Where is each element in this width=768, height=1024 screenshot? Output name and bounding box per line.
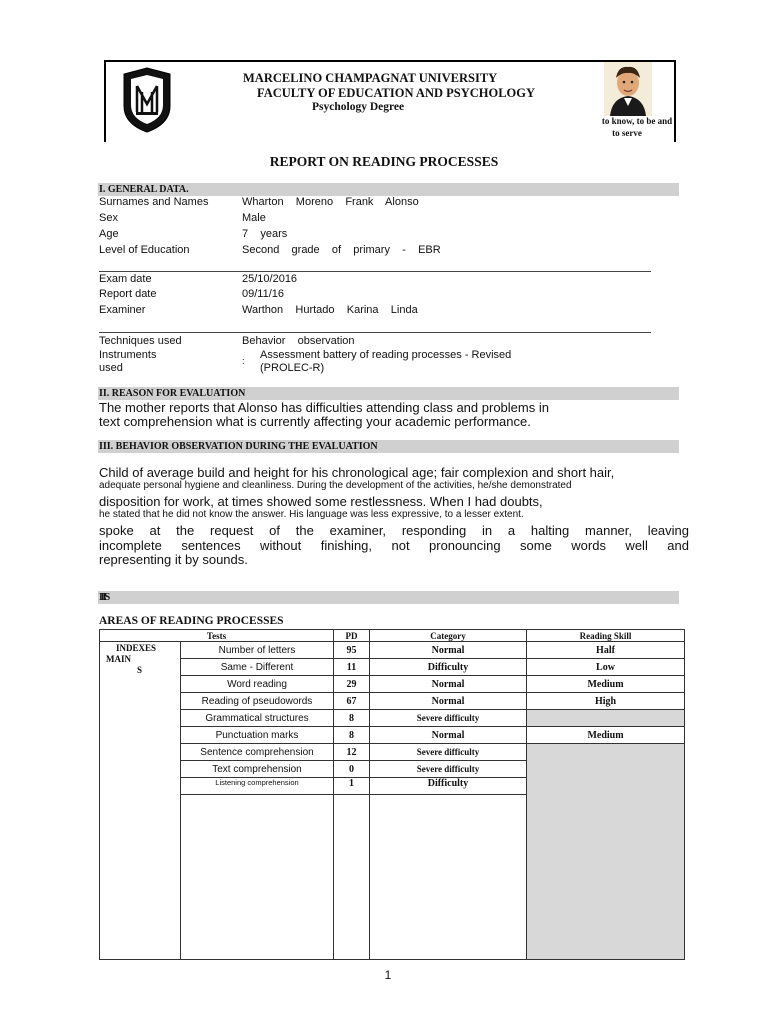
degree-name: Psychology Degree	[312, 101, 405, 113]
behavior-line-3: disposition for work, at times showed some restlessness. When I had doubts,	[99, 494, 543, 509]
table-row	[100, 727, 685, 744]
test-skill: High	[527, 693, 685, 710]
table-row	[100, 676, 685, 693]
indexes-group-cell	[100, 642, 181, 960]
test-pd: 29	[334, 676, 370, 693]
value-education: Second grade of primary - EBR	[242, 244, 441, 256]
behavior-line-2: adequate personal hygiene and cleanliness. During the development of the activities, he/she demonstrated	[99, 480, 572, 491]
behavior-line-6: incomplete sentences without finishing, not pronouncing some words well and	[99, 538, 689, 553]
test-category: Normal	[370, 727, 527, 744]
value-examiner: Warthon Hurtado Karina Linda	[242, 304, 418, 316]
section-general-heading: I. GENERAL DATA.	[98, 183, 679, 196]
test-name: Word reading	[181, 676, 334, 693]
table-row	[100, 710, 685, 727]
report-title: REPORT ON READING PROCESSES	[269, 154, 499, 169]
test-category: Severe difficulty	[370, 744, 527, 761]
reason-line-2: text comprehension what is currently affecting your academic performance.	[99, 414, 531, 429]
test-category: Severe difficulty	[370, 761, 527, 778]
header-category: Category	[370, 630, 527, 642]
test-category: Difficulty	[370, 659, 527, 676]
table-row	[100, 659, 685, 676]
empty-cell	[334, 795, 370, 960]
test-skill	[527, 710, 685, 727]
test-category: Severe difficulty	[370, 710, 527, 727]
label-sex: Sex	[99, 212, 118, 224]
label-surnames: Surnames and Names	[99, 196, 209, 208]
motto-line-2: to serve	[612, 128, 642, 138]
faculty-name: FACULTY OF EDUCATION AND PSYCHOLOGY	[257, 86, 536, 100]
table-header-row	[100, 630, 685, 642]
test-pd: 67	[334, 693, 370, 710]
test-name: Same - Different	[181, 659, 334, 676]
divider	[99, 271, 651, 272]
test-pd: 8	[334, 710, 370, 727]
value-instruments-line1: Assessment battery of reading processes - Revised	[260, 349, 512, 361]
section-reason-heading: II. REASON FOR EVALUATION	[98, 387, 679, 400]
table-row	[100, 693, 685, 710]
header-pd: PD	[334, 630, 370, 642]
test-pd: 12	[334, 744, 370, 761]
areas-subheading: AREAS OF READING PROCESSES	[99, 615, 284, 627]
test-skill: Low	[527, 659, 685, 676]
test-name: Sentence comprehension	[181, 744, 334, 761]
label-techniques: Techniques used	[99, 335, 182, 347]
page-number: 1	[384, 968, 392, 982]
group-label-indexes: INDEXES	[116, 643, 157, 653]
motto-line-1: to know, to be and	[601, 116, 673, 126]
table-row	[100, 744, 685, 761]
header-tests: Tests	[100, 630, 334, 642]
behavior-line-4: he stated that he did not know the answer. His language was less expressive, to a lesser extent.	[99, 509, 524, 520]
test-name: Grammatical structures	[181, 710, 334, 727]
test-category: Normal	[370, 642, 527, 659]
test-name: Reading of pseudowords	[181, 693, 334, 710]
test-category: Difficulty	[370, 778, 527, 795]
divider	[99, 332, 651, 333]
label-education: Level of Education	[99, 244, 190, 256]
empty-cell	[370, 795, 527, 960]
value-age: 7 years	[242, 228, 288, 240]
table-row	[100, 642, 685, 659]
test-pd: 11	[334, 659, 370, 676]
university-name: MARCELINO CHAMPAGNAT UNIVERSITY	[243, 71, 498, 85]
instruments-colon: :	[242, 356, 245, 366]
behavior-line-5: spoke at the request of the examiner, responding in a halting manner, leaving	[99, 523, 689, 538]
label-age: Age	[99, 228, 119, 240]
value-techniques: Behavior observation	[242, 335, 355, 347]
group-label-main: MAIN	[106, 654, 131, 664]
reason-line-1: The mother reports that Alonso has difficulties attending class and problems in	[99, 400, 549, 415]
label-report-date: Report date	[99, 288, 157, 300]
test-name: Punctuation marks	[181, 727, 334, 744]
test-skill: Half	[527, 642, 685, 659]
test-name: Text comprehension	[181, 761, 334, 778]
university-seal-icon	[120, 66, 174, 134]
section-results-heading: IIIS	[98, 591, 679, 604]
section-behavior-heading: III. BEHAVIOR OBSERVATION DURING THE EVALUATION	[98, 440, 679, 453]
value-exam-date: 25/10/2016	[242, 273, 298, 285]
founder-portrait-icon	[604, 62, 652, 116]
test-pd: 8	[334, 727, 370, 744]
value-report-date: 09/11/16	[242, 288, 285, 300]
header-reading-skill: Reading Skill	[527, 630, 685, 642]
test-pd: 0	[334, 761, 370, 778]
label-examiner: Examiner	[99, 304, 146, 316]
behavior-line-1: Child of average build and height for his chronological age; fair complexion and short hair,	[99, 465, 615, 480]
test-pd: 1	[334, 778, 370, 795]
reading-processes-table	[99, 629, 685, 960]
test-name: Number of letters	[181, 642, 334, 659]
empty-cell	[181, 795, 334, 960]
behavior-line-7: representing it by sounds.	[99, 552, 248, 567]
test-name: Listening comprehension	[181, 778, 334, 795]
value-sex: Male	[242, 212, 266, 224]
label-instruments-used: used	[99, 362, 123, 374]
test-category: Normal	[370, 676, 527, 693]
test-pd: 95	[334, 642, 370, 659]
label-exam-date: Exam date	[99, 273, 152, 285]
skill-empty-cell	[527, 744, 685, 960]
value-surnames: Wharton Moreno Frank Alonso	[242, 196, 419, 208]
test-skill: Medium	[527, 727, 685, 744]
label-instruments: Instruments	[99, 349, 157, 361]
test-skill: Medium	[527, 676, 685, 693]
value-instruments-line2: (PROLEC-R)	[260, 362, 325, 374]
group-label-s: S	[137, 665, 143, 675]
test-category: Normal	[370, 693, 527, 710]
